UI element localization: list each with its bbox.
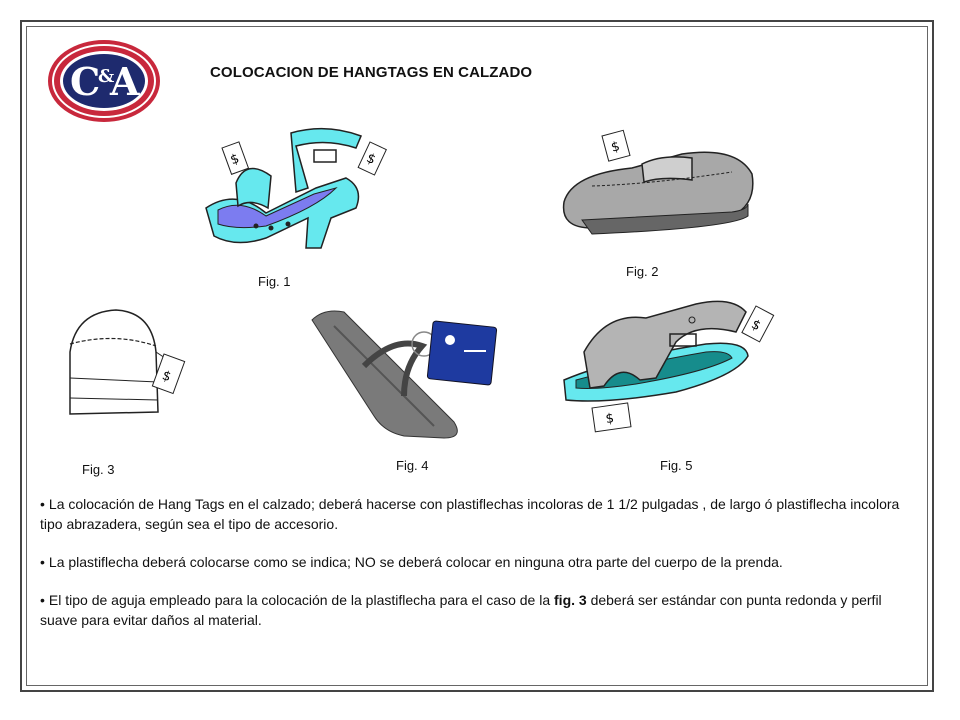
note-text: La plastiflecha deberá colocarse como se indica; NO se deberá colocar en ninguna otra parte del cuerpo de la prenda. [48,554,783,570]
svg-text:$: $ [228,151,242,169]
figure-caption-1: Fig. 1 [258,274,291,289]
note-text-bold: fig. 3 [554,592,587,608]
loafer-shoe-illustration [552,124,764,244]
svg-text:$: $ [609,139,622,156]
bullet-icon: • [40,592,45,608]
logo-letter-a: A [110,59,140,104]
ca-logo [48,40,160,122]
svg-text:$: $ [160,368,173,386]
note-3 [40,590,900,630]
note-text-after: deberá ser estándar con punta redonda y perfil suave para evitar daños al material. [40,592,882,628]
svg-text:$: $ [748,317,764,335]
note-text-before: El tipo de aguja empleado para la colocación de la plastiflecha para el caso de la [48,592,555,608]
kids-sandal-illustration [556,292,800,448]
page-title: COLOCACION DE HANGTAGS EN CALZADO [210,64,533,81]
logo-ampersand: & [98,66,115,87]
note-text: La colocación de Hang Tags en el calzado; deberá hacerse con plastiflechas incoloras de 1 1/2 pulgadas , de largo ó plastiflecha incolora tipo abrazadera, según sea el tipo de accesorio. [40,496,900,532]
high-heel-sandal-illustration [196,118,412,270]
bullet-icon: • [40,554,45,570]
bullet-icon: • [40,496,45,512]
slipper-illustration [56,302,216,442]
note-2 [40,552,900,572]
flip-flop-photo [304,306,500,442]
figure-caption-5: Fig. 5 [660,458,693,473]
note-1 [40,494,900,534]
svg-text:$: $ [604,411,616,428]
figure-caption-4: Fig. 4 [396,458,429,473]
figure-caption-2: Fig. 2 [626,264,659,279]
figure-caption-3: Fig. 3 [82,462,115,477]
svg-text:$: $ [363,150,378,169]
notes-section [40,494,900,648]
logo-letter-c: C [70,59,101,104]
